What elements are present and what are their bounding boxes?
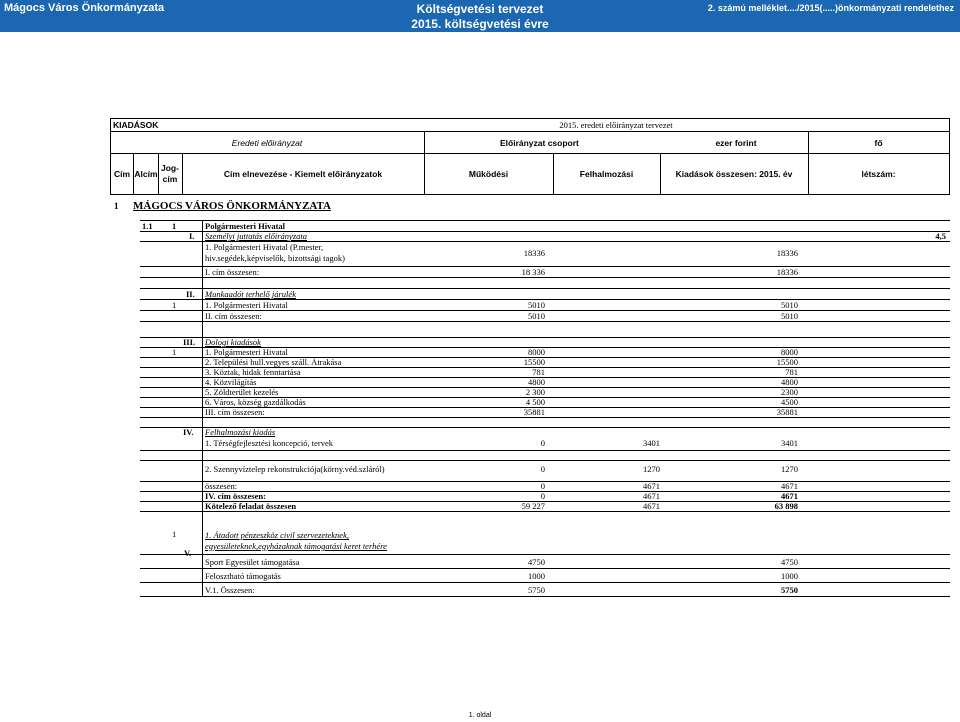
section-iv-item2: 2. Szennyvíztelep rekonstrukciója(körny.véd.szláról) xyxy=(205,464,385,474)
section-iv-item2-felhalmozasi: 1270 xyxy=(643,464,660,474)
section-iii-item3: 3. Köztak, hidak fenntartása xyxy=(205,367,301,377)
section-title: MÁGOCS VÁROS ÖNKORMÁNYZATA xyxy=(133,200,332,212)
document-title: Költségvetési tervezet xyxy=(416,2,544,16)
section-i-item1-line2: hiv.segédek,képviselők, bizottsági tagok) xyxy=(205,253,345,263)
section-iii-item3-mukodesi: 781 xyxy=(532,367,545,377)
section-iv-item1-mukodesi: 0 xyxy=(540,438,545,448)
section-v-item2-total: 1000 xyxy=(781,571,798,581)
section-iii-item6: 6. Város, község gazdálkodás xyxy=(205,397,306,407)
section-v-item1-mukodesi: 4750 xyxy=(528,557,545,567)
document-subtitle: 2015. költségvetési évre xyxy=(411,17,549,31)
col-jogcim: Jog-cím xyxy=(161,163,179,184)
row-polgarmesteri-hivatal: Polgármesteri Hivatal xyxy=(205,221,286,231)
section-iii-item4-total: 4800 xyxy=(781,377,798,387)
section-ii-item1-total: 5010 xyxy=(781,300,798,310)
col-alcim: Alcím xyxy=(134,169,158,179)
section-v-item1: Sport Egyesület támogatása xyxy=(205,557,300,567)
section-iv-title: Felhalmozási kiadás xyxy=(205,427,276,437)
col-cim-elnevezese: Cím elnevezése - Kiemelt előirányzatok xyxy=(223,169,383,179)
table-line xyxy=(110,131,950,132)
table-line xyxy=(110,153,950,154)
section-i-total: 18336 xyxy=(776,267,798,277)
section-ii-title: Munkaadót terhelő járulék xyxy=(205,289,296,299)
section-iii-item1: 1. Polgármesteri Hivatal xyxy=(205,347,288,357)
row-code-1-1: 1.1 xyxy=(142,221,153,231)
section-iv-item1-total: 3401 xyxy=(781,438,798,448)
fo-label: fő xyxy=(874,138,883,148)
section-iv-item2-total: 1270 xyxy=(781,464,798,474)
section-iv-sum-total: 4671 xyxy=(781,481,798,491)
ezer-forint-label: ezer forint xyxy=(715,138,757,148)
section-iii-item5-total: 2300 xyxy=(781,387,798,397)
col-felhalmozasi: Felhalmozási xyxy=(579,169,634,179)
section-iv-total-felhalmozasi: 4671 xyxy=(643,491,660,501)
annex-note: 2. számú melléklet..../2015(.....)önkormányzati rendelethez xyxy=(707,3,954,13)
section-iv-item1: 1. Térségfejlesztési koncepció, tervek xyxy=(205,438,333,448)
section-iv-roman: IV. xyxy=(183,427,194,437)
section-i-item1-total: 18336 xyxy=(776,248,798,258)
section-v-roman: V. xyxy=(184,548,192,558)
section-iii-roman: III. xyxy=(183,337,196,347)
section-iii-item2: 2. Települési hull.vegyes száll. Átrakása xyxy=(205,357,342,367)
section-ii-total-label: II. cím összesen: xyxy=(205,311,262,321)
page-header xyxy=(0,0,960,32)
section-iii-num: 1 xyxy=(172,347,177,357)
section-iii-item2-mukodesi: 15500 xyxy=(523,357,545,367)
section-v-item2-mukodesi: 1000 xyxy=(528,571,545,581)
eredeti-eloiranyzat-label: Eredeti előirányzat xyxy=(231,138,303,148)
section-iii-total: 35881 xyxy=(776,407,798,417)
section-iv-sum-mukodesi: 0 xyxy=(540,481,545,491)
section-iii-total-label: III. cím összesen: xyxy=(205,407,265,417)
table-line xyxy=(110,194,950,195)
section-i-item1-mukodesi: 18336 xyxy=(523,248,545,258)
section-i-roman: I. xyxy=(189,231,195,241)
table-line xyxy=(110,118,111,194)
section-iii-item1-mukodesi: 8000 xyxy=(528,347,545,357)
section-i-total-mukodesi: 18 336 xyxy=(521,267,545,277)
section-ii-item1-mukodesi: 5010 xyxy=(528,300,545,310)
section-i-title: Személyi juttatás előirányzata xyxy=(205,231,307,241)
section-i-total-label: I. cím összesen: xyxy=(205,267,260,277)
section-iii-item3-total: 781 xyxy=(785,367,798,377)
org-name: Mágocs Város Önkormányzata xyxy=(4,2,165,14)
section-ii-num: 1 xyxy=(172,300,177,310)
plan-title: 2015. eredeti előirányzat tervezet xyxy=(559,120,673,130)
section-v-total-mukodesi: 5750 xyxy=(528,585,545,595)
section-iii-item6-mukodesi: 4 500 xyxy=(525,397,545,407)
section-iv-total-label: IV. cím összesen: xyxy=(205,491,266,501)
section-iv-total-mukodesi: 0 xyxy=(540,491,545,501)
col-mukodesi: Működési xyxy=(468,169,509,179)
section-i-item1-line1: 1. Polgármesteri Hivatal (P.mester, xyxy=(205,242,324,252)
table-border-top xyxy=(110,118,950,119)
section-iii-item4-mukodesi: 4800 xyxy=(528,377,545,387)
section-iv-sum-felhalmozasi: 4671 xyxy=(643,481,660,491)
row-code-1: 1 xyxy=(172,221,177,231)
section-v-title-line1: 1. Átadott pénzeszköz civil szervezeteknek, xyxy=(205,530,349,540)
section-iv-sum-label: összesen: xyxy=(205,481,238,491)
col-cim: Cím xyxy=(113,169,131,179)
table-line xyxy=(949,118,950,194)
section-number: 1 xyxy=(114,201,119,211)
kotelezo-felhalmozasi: 4671 xyxy=(643,501,660,511)
col-kiadasok-osszesen: Kiadások összesen: 2015. év xyxy=(675,169,793,179)
section-iii-item4: 4. Közvilágítás xyxy=(205,377,257,387)
kiadasok-label: KIADÁSOK xyxy=(113,120,159,130)
section-ii-item1: 1. Polgármesteri Hivatal xyxy=(205,300,288,310)
section-ii-roman: II. xyxy=(186,289,195,299)
section-iii-item1-total: 8000 xyxy=(781,347,798,357)
section-v-total: 5750 xyxy=(781,585,798,595)
section-iv-item2-mukodesi: 0 xyxy=(540,464,545,474)
section-iv-item1-felhalmozasi: 3401 xyxy=(643,438,660,448)
kotelezo-mukodesi: 59 227 xyxy=(521,501,545,511)
section-iii-item2-total: 15500 xyxy=(776,357,798,367)
page-number: 1. oldal xyxy=(468,712,492,719)
section-iii-item5-mukodesi: 2 300 xyxy=(525,387,545,397)
table-line xyxy=(424,131,425,194)
section-v-total-label: V.1. Összesen: xyxy=(205,585,255,595)
section-v-title-line2: egyesületeknek,egyházaknak támogatási keret terhére xyxy=(205,541,387,551)
section-v-item1-total: 4750 xyxy=(781,557,798,567)
col-letszam: létszám: xyxy=(861,169,896,179)
kotelezo-total: 63 898 xyxy=(774,501,798,511)
section-v-num: 1 xyxy=(172,529,177,539)
section-iii-title: Dologi kiadások xyxy=(205,337,261,347)
table-line xyxy=(158,153,159,194)
section-iii-total-mukodesi: 35881 xyxy=(523,407,545,417)
section-iii-item5: 5. Zöldterület kezelés xyxy=(205,387,279,397)
section-v-item2: Felosztható támogatás xyxy=(205,571,281,581)
section-iv-total: 4671 xyxy=(781,491,798,501)
section-iii-item6-total: 4500 xyxy=(781,397,798,407)
eloiranyzat-csoport-label: Előirányzat csoport xyxy=(500,138,579,148)
kotelezo-label: Kötelező feladat összesen xyxy=(205,501,297,511)
section-ii-total: 5010 xyxy=(781,311,798,321)
section-ii-total-mukodesi: 5010 xyxy=(528,311,545,321)
section-i-staff: 4,5 xyxy=(935,231,946,241)
